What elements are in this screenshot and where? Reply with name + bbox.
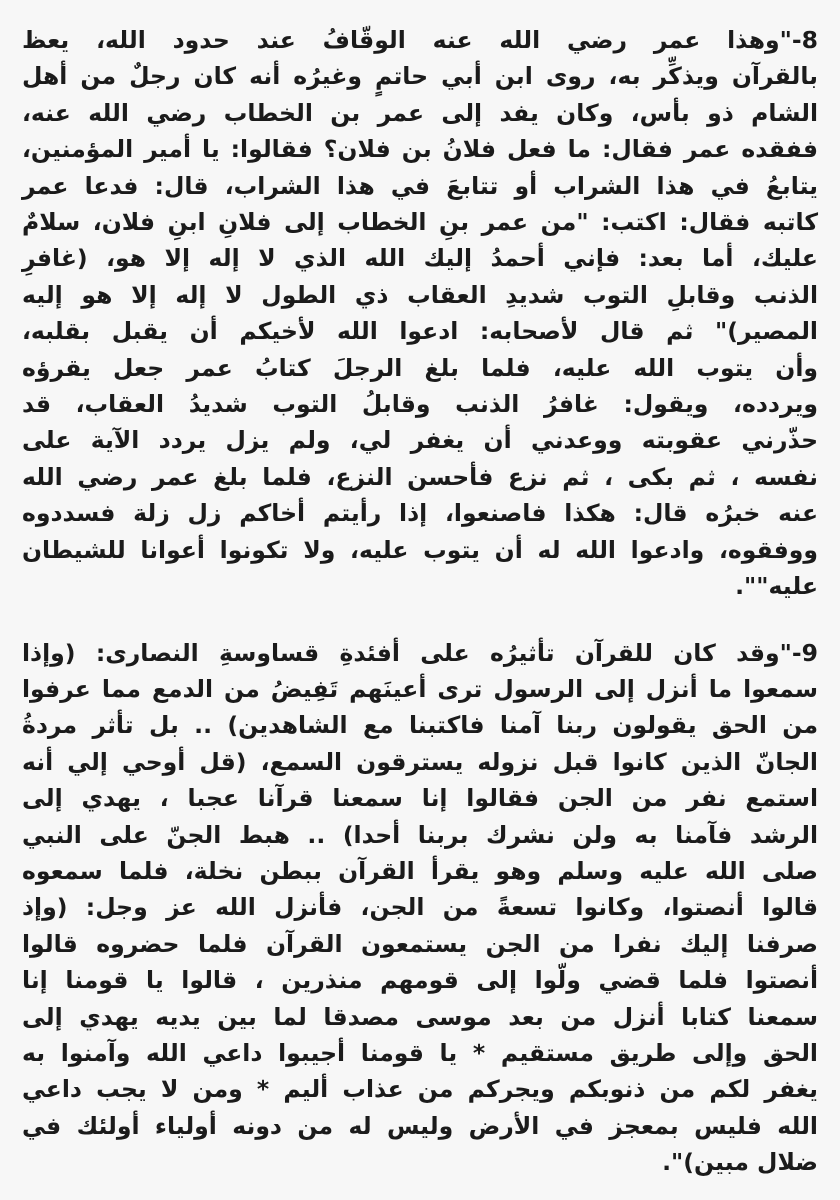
text-line: وأن يتوب الله عليه، فلما بلغ الرجلَ كتابُ عمر جعل يقرؤه: [22, 353, 818, 382]
text-line: سمعوا ما أنزل إلى الرسول ترى أعينَهم تَفِيضُ من الدمع مما عرفوا: [22, 674, 818, 703]
text-line: المصير)" ثم قال لأصحابه: ادعوا الله لأخيكم أن يقبل بقلبه،: [22, 317, 818, 346]
text-line: حذّرني عقوبته ووعدني أن يغفر لي، ولم يزل يردد الآية على: [22, 426, 818, 455]
text-line: يتابعُ في هذا الشراب أو تتابعَ في هذا الشراب، قال: فدعا عمر: [22, 171, 818, 200]
text-line: الرشد فآمنا به ولن نشرك بربنا أحدا) .. هبط الجنّ على النبي: [22, 820, 818, 849]
text-line: من الحق يقولون ربنا آمنا فاكتبنا مع الشاهدين) .. بل تأثر مردةُ: [22, 711, 818, 740]
text-line: صلى الله عليه وسلم وهو يقرأ القرآن ببطن نخلة، فلما سمعوه: [22, 856, 818, 885]
text-line: الذنب وقابلِ التوب شديدِ العقاب ذي الطول لا إله إلا هو إليه: [22, 280, 818, 309]
text-line: استمع نفر من الجن فقالوا إنا سمعنا قرآنا عجبا ، يهدي إلى: [22, 784, 818, 813]
text-line: يغفر لكم من ذنوبكم ويجركم من عذاب أليم * ومن لا يجب داعي: [22, 1075, 818, 1104]
text-line: كاتبه فقال: اكتب: "من عمر بنِ الخطاب إلى فلانِ ابنِ فلان، سلامٌ: [22, 208, 818, 237]
text-line: نفسه ، ثم بكى ، ثم نزع فأحسن النزع، فلما بلغ عمر رضي الله: [22, 462, 818, 491]
text-line: ففقده عمر فقال: ما فعل فلانُ بن فلان؟ فقالوا: يا أمير المؤمنين،: [22, 135, 818, 164]
text-line: الله فليس بمعجز في الأرض وليس له من دونه أولياء أولئك في: [22, 1111, 818, 1140]
text-line: صرفنا إليك نفرا من الجن يستمعون القرآن فلما حضروه قالوا: [22, 929, 818, 958]
paragraph-9: [22, 635, 818, 1181]
text-line: قالوا أنصتوا، وكانوا تسعةً من الجن، فأنزل الله عز وجل: (وإذ: [22, 893, 818, 922]
text-line: ضلال مبين)".: [662, 1148, 818, 1177]
paragraph-8: [22, 22, 818, 605]
text-line: عليك، أما بعد: فإني أحمدُ إليك الله الذي لا إله إلا هو، (غافرِ: [22, 244, 818, 273]
text-line: ويردده، ويقول: غافرُ الذنب وقابلُ التوب شديدُ العقاب، قد: [22, 390, 818, 419]
text-line: الحق وإلى طريق مستقيم * يا قومنا أجيبوا داعي الله وآمنوا به: [22, 1038, 818, 1067]
text-line: عنه خبرُه قال: هكذا فاصنعوا، إذا رأيتم أخاكم زل زلة فسددوه: [22, 499, 818, 528]
text-line: عليه"".: [735, 572, 818, 601]
text-line: 9-"وقد كان للقرآن تأثيرُه على أفئدةِ قساوسةِ النصارى: (وإذا: [22, 638, 818, 667]
text-line: سمعنا كتابا أنزل من بعد موسى مصدقا لما بين يديه يهدي إلى: [22, 1002, 818, 1031]
text-line: الشام ذو بأس، وكان يفد إلى عمر بن الخطاب رضي الله عنه،: [22, 98, 818, 127]
text-line: 8-"وهذا عمر رضي الله عنه الوقّافُ عند حدود الله، يعظ: [22, 26, 818, 54]
text-line: ووفقوه، وادعوا الله له أن يتوب عليه، ولا تكونوا أعوانا للشيطان: [22, 535, 818, 564]
text-line: أنصتوا فلما قضي ولّوا إلى قومهم منذرين ، قالوا يا قومنا إنا: [22, 966, 818, 995]
text-line: بالقرآن ويذكِّر به، روى ابن أبي حاتمٍ وغيرُه أنه كان رجلٌ من أهل: [22, 62, 818, 91]
text-line: الجانّ الذين كانوا قبل نزوله يسترقون السمع، (قل أوحي إلي أنه: [22, 747, 818, 776]
